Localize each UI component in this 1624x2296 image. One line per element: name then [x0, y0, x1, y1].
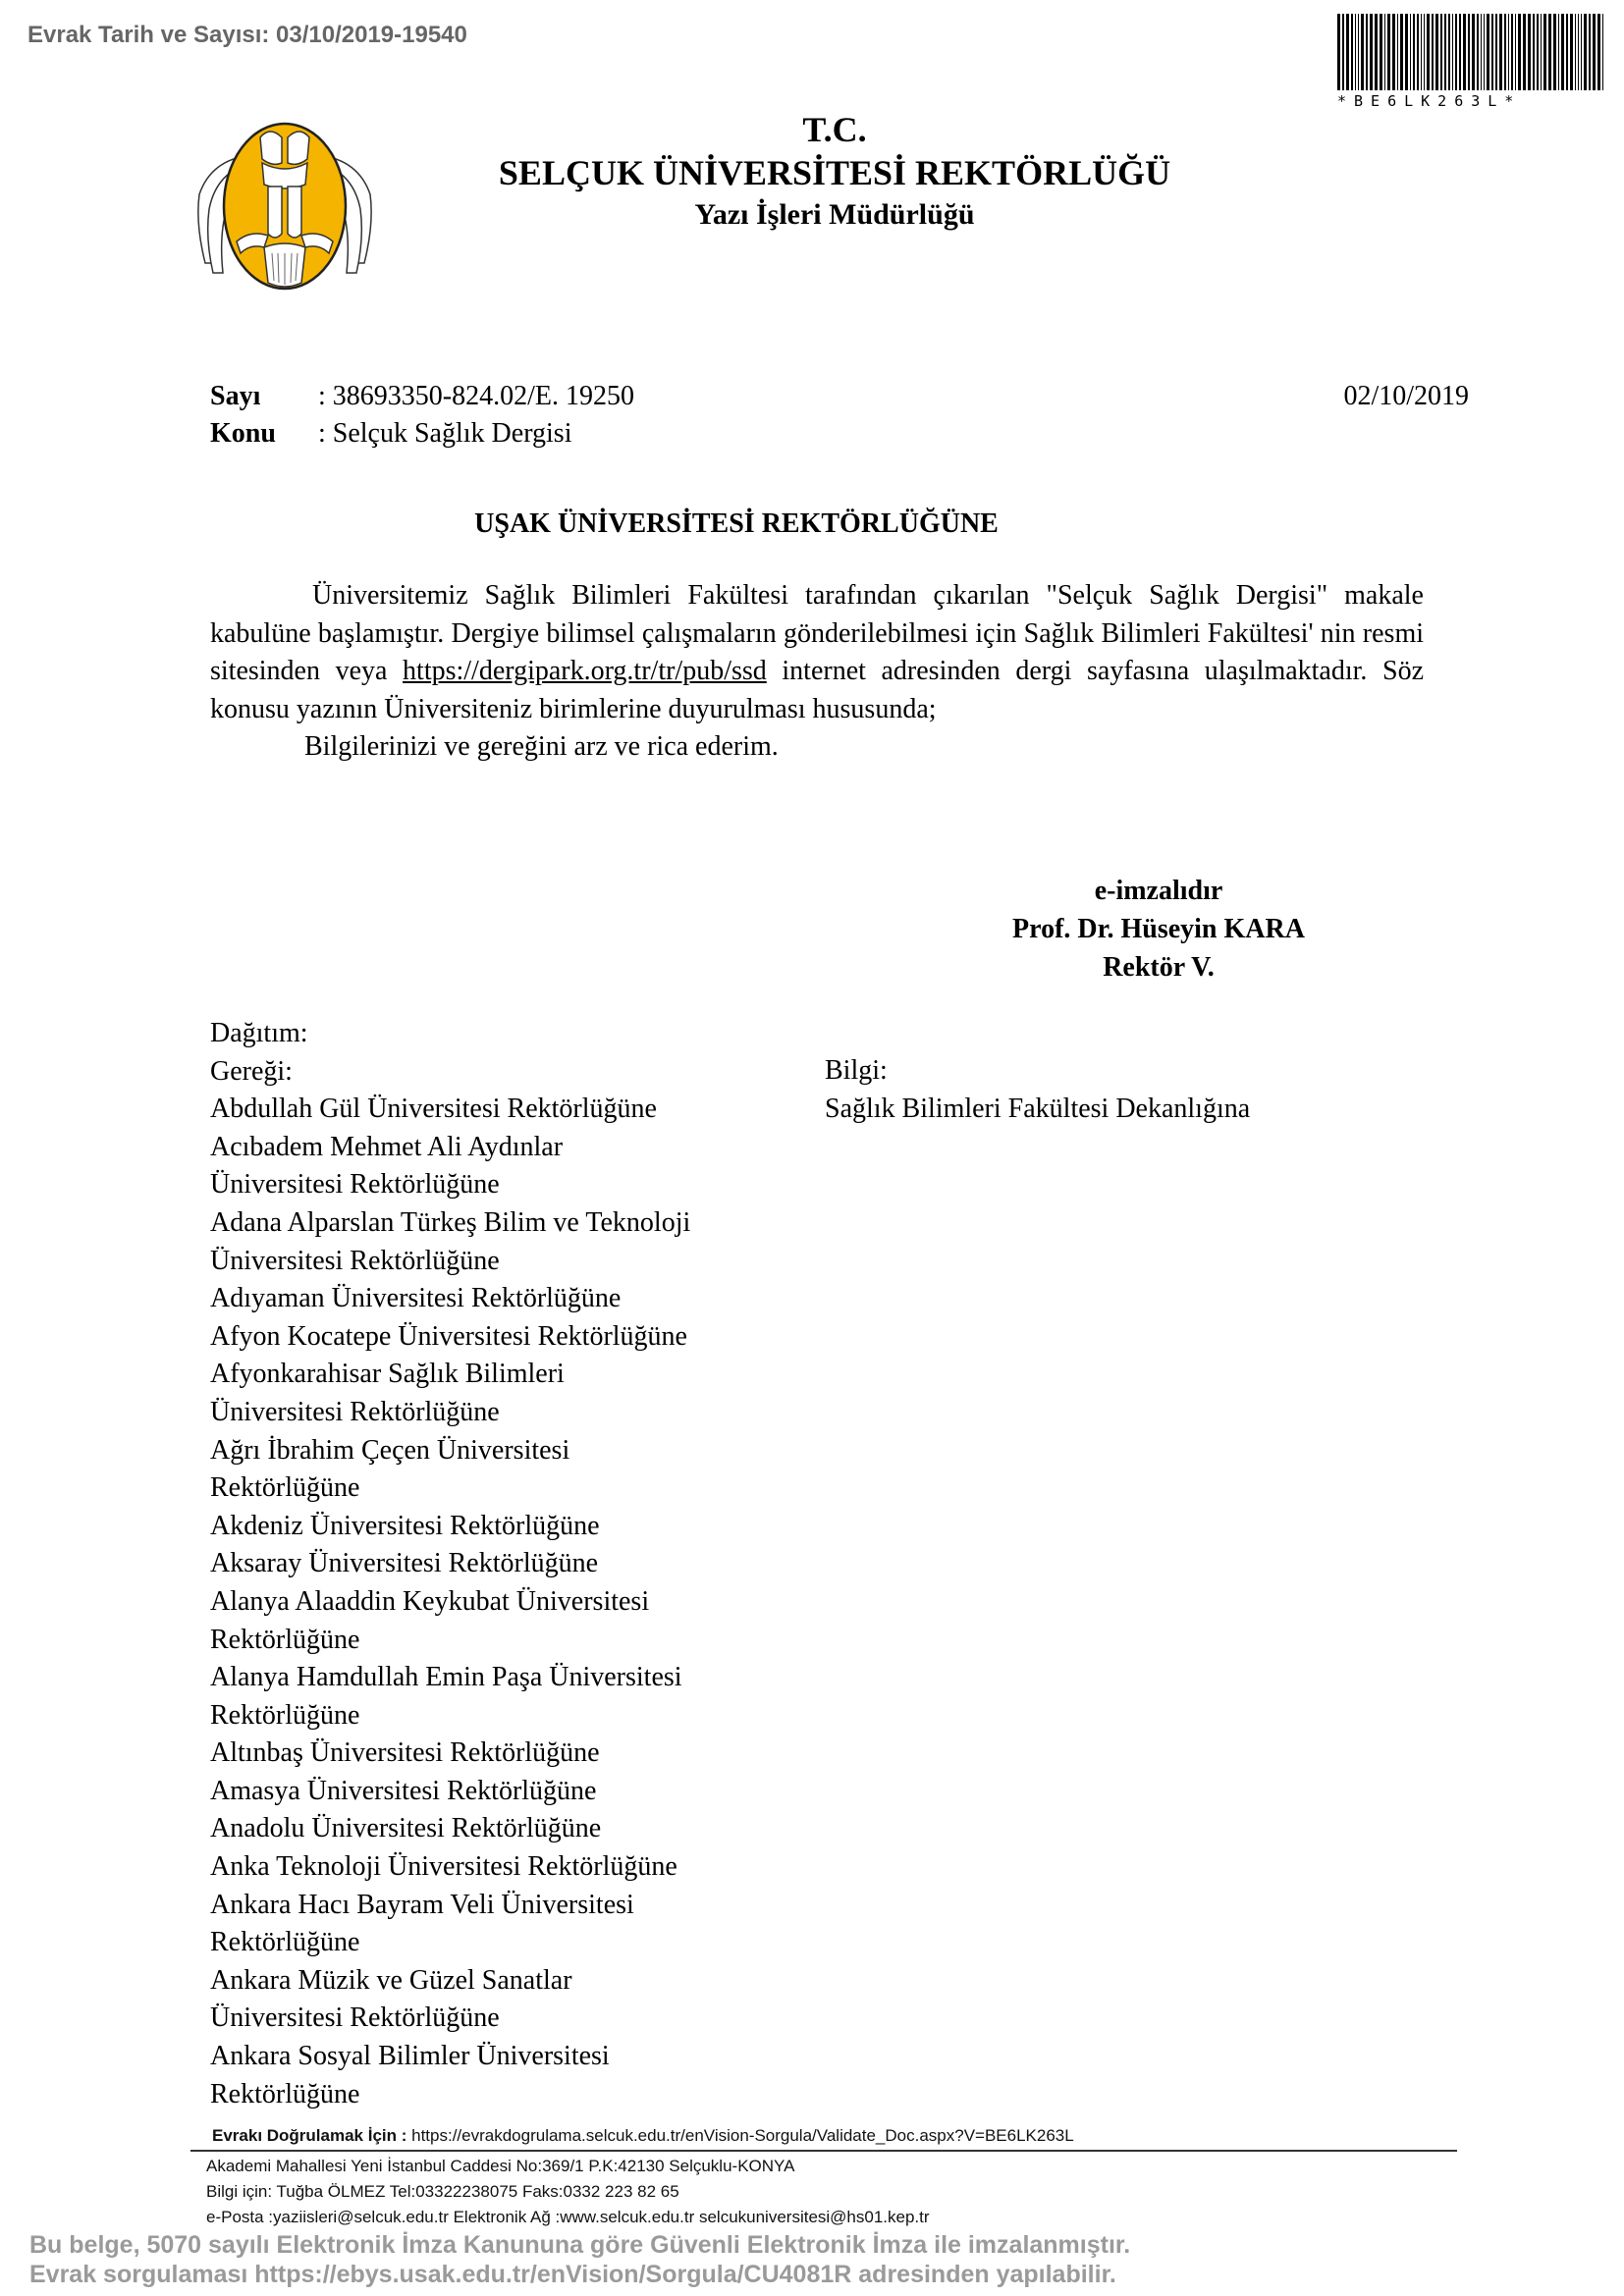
geregi-list: [210, 1091, 690, 2113]
geregi-list-item: Ağrı İbrahim Çeçen Üniversitesi: [210, 1434, 570, 1466]
footer-divider: [190, 2150, 1457, 2152]
barcode-bar: [1346, 14, 1349, 90]
barcode-bar: [1541, 14, 1542, 90]
barcode-bar: [1548, 14, 1551, 90]
footer-contact: Bilgi için: Tuğba ÖLMEZ Tel:03322238075 Faks:0332 223 82 65: [206, 2182, 679, 2201]
barcode-bar: [1463, 14, 1466, 90]
barcode-bar: [1384, 14, 1385, 90]
recipient-heading: UŞAK ÜNİVERSİTESİ REKTÖRLÜĞÜNE: [474, 508, 999, 539]
barcode-bar: [1553, 14, 1556, 90]
geregi-list-item: Ankara Hacı Bayram Veli Üniversitesi: [210, 1889, 634, 1920]
geregi-list-item: Anka Teknoloji Üniversitesi Rektörlüğüne: [210, 1851, 677, 1883]
barcode-bar: [1472, 14, 1475, 90]
closing-sentence: Bilgilerinizi ve gereğini arz ve rica ederim.: [304, 731, 779, 762]
distribution-geregi: [210, 1015, 690, 2113]
document-barcode: [1337, 14, 1612, 108]
barcode-bar: [1444, 14, 1446, 90]
barcode-bar: [1570, 14, 1573, 90]
dergipark-link[interactable]: https://dergipark.org.tr/tr/pub/ssd: [403, 656, 767, 686]
barcode-bar: [1602, 14, 1603, 90]
barcode-bar: [1581, 14, 1582, 90]
geregi-list-item: Acıbadem Mehmet Ali Aydınlar: [210, 1131, 564, 1162]
validation-label: Evrakı Doğrulamak İçin :: [212, 2126, 407, 2145]
letter-body: [210, 577, 1424, 767]
barcode-bar: [1370, 14, 1373, 90]
barcode-bar: [1410, 14, 1411, 90]
barcode-bar: [1427, 14, 1430, 90]
barcode-bar: [1481, 14, 1482, 90]
body-paragraph: [210, 577, 1424, 728]
barcode-bar: [1435, 14, 1438, 90]
barcode-bar: [1511, 14, 1513, 90]
barcode-bar: [1366, 14, 1368, 90]
barcode-bar: [1504, 14, 1506, 90]
signer-name: Prof. Dr. Hüseyin KARA: [1012, 914, 1305, 944]
geregi-list-item: Üniversitesi Rektörlüğüne: [210, 2002, 500, 2034]
validation-url[interactable]: https://evrakdogrulama.selcuk.edu.tr/enVision-Sorgula/Validate_Doc.aspx?V=BE6LK263L: [406, 2126, 1074, 2145]
barcode-bar: [1424, 14, 1425, 90]
barcode-bar: [1477, 14, 1479, 90]
barcode-bar: [1361, 14, 1364, 90]
barcode-bar: [1452, 14, 1453, 90]
barcode-bar: [1397, 14, 1398, 90]
barcode-bar: [1355, 14, 1356, 90]
barcode-bar: [1558, 14, 1559, 90]
barcode-bar: [1487, 14, 1489, 90]
barcode-bar: [1387, 14, 1390, 90]
barcode-bar: [1561, 14, 1564, 90]
barcode-bar: [1413, 14, 1415, 90]
barcode-bar: [1342, 14, 1344, 90]
geregi-list-item: Amasya Üniversitesi Rektörlüğüne: [210, 1775, 597, 1806]
barcode-bar: [1523, 14, 1526, 90]
barcode-bar: [1537, 14, 1539, 90]
barcode-bar: [1518, 14, 1521, 90]
geregi-list-item: Rektörlüğüne: [210, 1624, 360, 1655]
konu-row: [210, 416, 571, 455]
barcode-bar: [1448, 14, 1450, 90]
barcode-bar: [1491, 14, 1493, 90]
geregi-list-item: Abdullah Gül Üniversitesi Rektörlüğüne: [210, 1094, 657, 1125]
validation-line: [190, 2124, 1457, 2148]
barcode-bar: [1375, 14, 1378, 90]
geregi-list-item: Rektörlüğüne: [210, 2078, 360, 2109]
barcode-bar: [1515, 14, 1516, 90]
document-date-number-stamp: Evrak Tarih ve Sayısı: 03/10/2019-19540: [27, 22, 467, 48]
barcode-bar: [1358, 14, 1359, 90]
barcode-bars: [1337, 14, 1612, 90]
university-eagle-logo-icon: [191, 116, 378, 293]
distribution-bilgi: [825, 1052, 1250, 1128]
geregi-list-item: Üniversitesi Rektörlüğüne: [210, 1396, 500, 1427]
geregi-list-item: Aksaray Üniversitesi Rektörlüğüne: [210, 1548, 599, 1579]
geregi-list-item: Rektörlüğüne: [210, 1699, 360, 1731]
barcode-bar: [1400, 14, 1403, 90]
geregi-list-item: Üniversitesi Rektörlüğüne: [210, 1245, 500, 1276]
barcode-bar: [1351, 14, 1353, 90]
header-tc: T.C.: [802, 110, 867, 149]
barcode-bar: [1584, 14, 1587, 90]
barcode-bar: [1575, 14, 1576, 90]
geregi-list-item: Afyon Kocatepe Üniversitesi Rektörlüğüne: [210, 1320, 687, 1352]
barcode-bar: [1392, 14, 1395, 90]
barcode-bar: [1589, 14, 1591, 90]
letter-footer: [190, 2124, 1457, 2230]
bilgi-list-item: Sağlık Bilimleri Fakültesi Dekanlığına: [825, 1093, 1251, 1124]
footer-email: e-Posta :yaziisleri@selcuk.edu.tr Elektronik Ağ :www.selcuk.edu.tr selcukuniversitesi@hs01.kep.tr: [206, 2208, 930, 2226]
barcode-bar: [1380, 14, 1382, 90]
konu-label: Konu: [210, 418, 276, 449]
body-text-part2: internet adresinden dergi sayfasına ulaşılmaktadır. Söz konusu yazının Üniversiteniz birimlerine duyurulması hususunda;: [210, 656, 1425, 724]
signature-block: [943, 872, 1375, 987]
barcode-bar: [1528, 14, 1531, 90]
geregi-list-item: Akdeniz Üniversitesi Rektörlüğüne: [210, 1510, 600, 1541]
geregi-list-item: Adana Alparslan Türkeş Bilim ve Teknoloji: [210, 1206, 691, 1238]
barcode-bar: [1597, 14, 1600, 90]
barcode-bar: [1593, 14, 1596, 90]
barcode-bar: [1495, 14, 1497, 90]
barcode-bar: [1508, 14, 1509, 90]
geregi-list-item: Alanya Alaaddin Keykubat Üniversitesi: [210, 1585, 650, 1617]
barcode-bar: [1468, 14, 1470, 90]
barcode-bar: [1421, 14, 1422, 90]
geregi-list-item: Afyonkarahisar Sağlık Bilimleri: [210, 1359, 565, 1390]
e-signature-watermark: [29, 2230, 1130, 2289]
geregi-list-item: Rektörlüğüne: [210, 1927, 360, 1958]
barcode-bar: [1405, 14, 1408, 90]
body-text-part1: Üniversitemiz Sağlık Bilimleri Fakültesi tarafından çıkarılan "Selçuk Sağlık Dergisi" makale kabulüne başlamıştır. Dergiye bilimsel çalışmaların gönderilebilmesi için Sağlık Bilimleri Fakültesi' nin resmi sitesinden veya: [210, 580, 1424, 686]
letterhead: [373, 108, 1296, 236]
barcode-bar: [1499, 14, 1502, 90]
barcode-bar: [1533, 14, 1535, 90]
sayi-label: Sayı: [210, 381, 261, 411]
watermark-line-2: Evrak sorgulaması https://ebys.usak.edu.tr/enVision/Sorgula/CU4081R adresinden yapılabilir.: [29, 2261, 1116, 2288]
bilgi-list: [825, 1091, 1250, 1129]
barcode-bar: [1566, 14, 1568, 90]
barcode-bar: [1543, 14, 1546, 90]
geregi-list-item: Ankara Sosyal Bilimler Üniversitesi: [210, 2041, 610, 2072]
sayi-value: : 38693350-824.02/E. 19250: [318, 381, 634, 411]
geregi-list-item: Ankara Müzik ve Güzel Sanatlar: [210, 1964, 572, 1996]
header-department: Yazı İşleri Müdürlüğü: [694, 198, 975, 231]
barcode-bar: [1337, 14, 1340, 90]
e-signed-status: e-imzalıdır: [1094, 876, 1223, 906]
signer-title: Rektör V.: [1103, 952, 1215, 983]
geregi-list-item: Anadolu Üniversitesi Rektörlüğüne: [210, 1813, 602, 1844]
barcode-text: *BE6LK263L*: [1337, 92, 1522, 110]
barcode-bar: [1432, 14, 1434, 90]
geregi-list-item: Alanya Hamdullah Emin Paşa Üniversitesi: [210, 1662, 682, 1693]
watermark-line-1: Bu belge, 5070 sayılı Elektronik İmza Kanununa göre Güvenli Elektronik İmza ile imzalanmıştır.: [29, 2231, 1131, 2259]
sayi-row: [210, 379, 634, 418]
footer-address: Akademi Mahallesi Yeni İstanbul Caddesi No:369/1 P.K:42130 Selçuklu-KONYA: [206, 2157, 795, 2175]
barcode-bar: [1440, 14, 1442, 90]
bilgi-label: Bilgi:: [825, 1055, 888, 1086]
barcode-bar: [1455, 14, 1457, 90]
barcode-bar: [1459, 14, 1461, 90]
geregi-list-item: Üniversitesi Rektörlüğüne: [210, 1169, 500, 1201]
barcode-bar: [1484, 14, 1485, 90]
barcode-bar: [1417, 14, 1419, 90]
geregi-list-item: Rektörlüğüne: [210, 1472, 360, 1504]
letter-date: 02/10/2019: [1343, 381, 1469, 411]
distribution-heading: Dağıtım:: [210, 1018, 308, 1048]
konu-value: : Selçuk Sağlık Dergisi: [318, 418, 572, 449]
header-university: SELÇUK ÜNİVERSİTESİ REKTÖRLÜĞÜ: [498, 153, 1171, 192]
barcode-bar: [1578, 14, 1579, 90]
geregi-label: Gereği:: [210, 1055, 293, 1087]
geregi-list-item: Altınbaş Üniversitesi Rektörlüğüne: [210, 1737, 600, 1769]
geregi-list-item: Adıyaman Üniversitesi Rektörlüğüne: [210, 1283, 622, 1314]
